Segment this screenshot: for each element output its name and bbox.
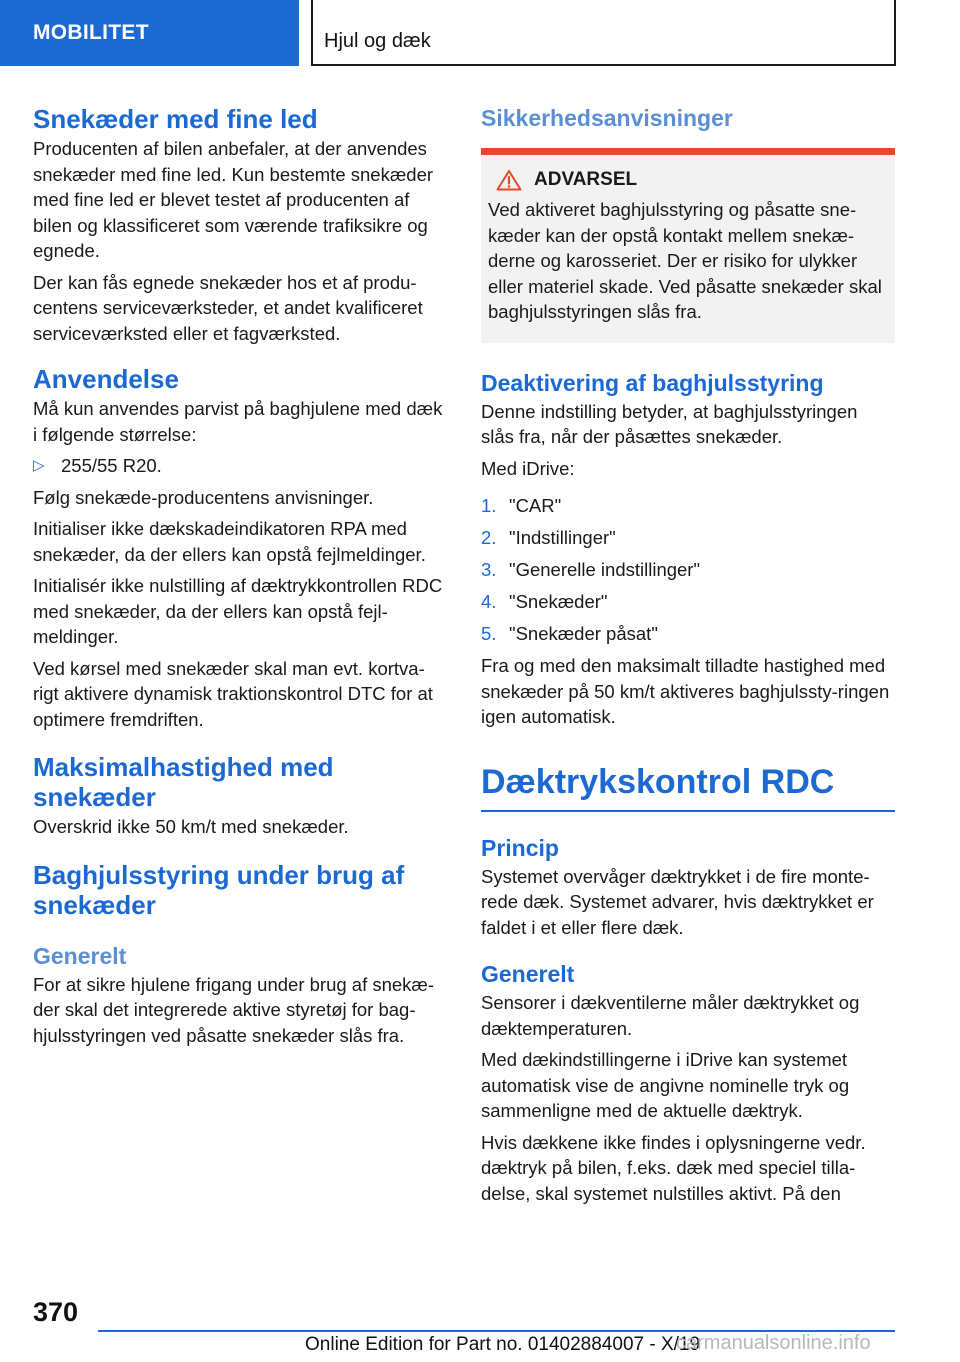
paragraph: Denne indstilling betyder, at baghjulsstyringen slås fra, når der påsættes snekæder. bbox=[481, 400, 858, 447]
paragraph: Sensorer i dækventilerne måler dæktrykket og dæktemperaturen. bbox=[481, 992, 860, 1039]
warning-header bbox=[488, 169, 888, 191]
triangle-right-icon: ▷ bbox=[33, 457, 45, 474]
paragraph: Følg snekæde-producentens anvisninger. bbox=[33, 486, 374, 508]
section-label: MOBILITET bbox=[0, 0, 299, 66]
warning-triangle-icon bbox=[496, 169, 522, 191]
heading-principle: Princip bbox=[481, 834, 559, 861]
chapter-title: Hjul og dæk bbox=[324, 30, 431, 52]
step-item bbox=[481, 557, 895, 583]
step-text: "Snekæder påsat" bbox=[509, 623, 658, 644]
heading-deactivate: Deaktivering af baghjulsstyring bbox=[481, 369, 824, 396]
heading-rdc: Dæktrykskontrol RDC bbox=[481, 762, 895, 812]
step-text: "Snekæder" bbox=[509, 591, 608, 612]
paragraph: Med dækindstillingerne i iDrive kan systemet automatisk vise de angivne nominelle tryk og sammenligne med de aktuelle dæktryk. bbox=[481, 1049, 850, 1121]
paragraph: Der kan fås egnede snekæder hos et af produ-centens serviceværksteder, et andet kvalificeret serviceværksted eller et fagværksted. bbox=[33, 271, 423, 344]
warning-title: ADVARSEL bbox=[534, 169, 638, 190]
paragraph: Ved kørsel med snekæder skal man evt. kortva-rigt aktivere dynamisk traktionskontrol DTC for at optimere fremdriften. bbox=[33, 657, 433, 730]
heading-general: Generelt bbox=[33, 942, 127, 969]
warning-rule bbox=[481, 148, 895, 155]
idrive-steps bbox=[481, 493, 895, 647]
step-item bbox=[481, 589, 895, 615]
step-item bbox=[481, 493, 895, 519]
paragraph: Systemet overvåger dæktrykket i de fire monte-rede dæk. Systemet advarer, hvis dæktrykket er faldet i et eller flere dæk. bbox=[481, 865, 874, 938]
step-number: 4. bbox=[481, 591, 497, 612]
step-number: 5. bbox=[481, 623, 497, 644]
page-header bbox=[0, 0, 960, 66]
paragraph: Producenten af bilen anbefaler, at der anvendes snekæder med fine led. Kun bestemte snekæder med fine led er blevet testet af producenten af bilen og klassificeret som værende trafiksikre og egnede. bbox=[33, 138, 434, 261]
paragraph: Må kun anvendes parvist på baghjulene med dæk i følgende størrelse: bbox=[33, 398, 443, 445]
paragraph: Hvis dækkene ikke findes i oplysningerne vedr. dæktryk på bilen, f.eks. dæk med speciel tilla-delse, skal systemet nulstilles aktivt. På den bbox=[481, 1131, 866, 1204]
heading-rear-steering: Baghjulsstyring under brug af snekæder bbox=[33, 859, 405, 920]
page-number: 370 bbox=[33, 1297, 79, 1327]
right-column bbox=[481, 100, 895, 1212]
edition-text: Online Edition for Part no. 01402884007 - X/19 bbox=[305, 1334, 701, 1355]
list-item-text: 255/55 R20. bbox=[61, 455, 162, 476]
paragraph: Initialiser ikke dækskadeindikatoren RPA med snekæder, da der ellers kan opstå fejlmeldinger. bbox=[33, 518, 426, 565]
list-item bbox=[33, 453, 448, 479]
heading-general-rdc: Generelt bbox=[481, 961, 575, 987]
step-number: 2. bbox=[481, 527, 497, 548]
paragraph: Overskrid ikke 50 km/t med snekæder. bbox=[33, 816, 349, 837]
paragraph: Initialisér ikke nulstilling af dæktrykkontrollen RDC med snekæder, da der ellers kan opstå fejl-meldinger. bbox=[33, 575, 443, 647]
step-text: "Generelle indstillinger" bbox=[509, 559, 701, 580]
watermark: carmanualsonline.info bbox=[676, 1332, 871, 1354]
step-number: 1. bbox=[481, 495, 497, 516]
step-item bbox=[481, 621, 895, 647]
paragraph: Med iDrive: bbox=[481, 457, 575, 479]
step-text: "Indstillinger" bbox=[509, 527, 616, 548]
step-item bbox=[481, 525, 895, 551]
heading-max-speed: Maksimalhastighed med snekæder bbox=[33, 752, 334, 812]
warning-box bbox=[481, 155, 895, 343]
heading-snowchains-fine: Snekæder med fine led bbox=[33, 104, 318, 134]
warning-text: Ved aktiveret baghjulsstyring og påsatte sne-kæder kan der opstå kontakt mellem snekæ-derne og karosseriet. Der er risiko for ulykker eller materiel skade. Ved påsatte snekæder skal baghjulsstyringen slås fra. bbox=[488, 199, 882, 322]
left-column bbox=[33, 100, 448, 1054]
heading-use: Anvendelse bbox=[33, 364, 179, 394]
paragraph: Fra og med den maksimalt tilladte hastighed med snekæder på 50 km/t aktiveres baghjulssty-ringen igen automatisk. bbox=[481, 655, 890, 727]
step-text: "CAR" bbox=[509, 495, 562, 516]
step-number: 3. bbox=[481, 559, 497, 580]
heading-safety: Sikkerhedsanvisninger bbox=[481, 105, 733, 131]
paragraph: For at sikre hjulene frigang under brug af snekæ-der skal det integrerede aktive styretøj for bag-hjulsstyringen ved påsatte snekæder slås fra. bbox=[33, 973, 435, 1046]
